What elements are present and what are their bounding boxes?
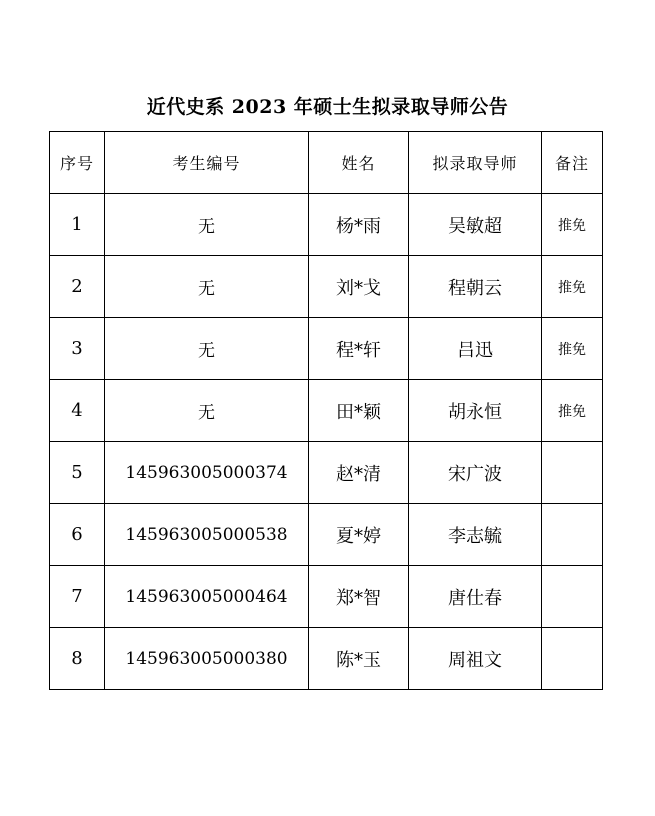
cell-name: 郑*智	[309, 566, 409, 628]
table-row	[50, 566, 603, 628]
cell-name: 赵*清	[309, 442, 409, 504]
cell-serial-number: 8	[50, 628, 105, 690]
cell-serial-number: 4	[50, 380, 105, 442]
cell-exam-id: 无	[105, 318, 309, 380]
page-title: 近代史系 2023 年硕士生拟录取导师公告	[146, 96, 509, 118]
cell-note	[542, 504, 603, 566]
cell-note: 推免	[542, 318, 603, 380]
table-row	[50, 628, 603, 690]
table-row	[50, 380, 603, 442]
admission-table	[49, 131, 603, 690]
table-row	[50, 442, 603, 504]
header-advisor: 拟录取导师	[409, 132, 542, 194]
table-row	[50, 194, 603, 256]
cell-name: 田*颖	[309, 380, 409, 442]
cell-name: 夏*婷	[309, 504, 409, 566]
cell-exam-id: 无	[105, 194, 309, 256]
cell-advisor: 唐仕春	[409, 566, 542, 628]
cell-advisor: 周祖文	[409, 628, 542, 690]
cell-note: 推免	[542, 380, 603, 442]
table-row	[50, 256, 603, 318]
cell-advisor: 程朝云	[409, 256, 542, 318]
cell-serial-number: 1	[50, 194, 105, 256]
cell-name: 程*轩	[309, 318, 409, 380]
header-name: 姓名	[309, 132, 409, 194]
cell-serial-number: 5	[50, 442, 105, 504]
cell-note	[542, 566, 603, 628]
cell-advisor: 胡永恒	[409, 380, 542, 442]
cell-name: 杨*雨	[309, 194, 409, 256]
cell-exam-id: 145963005000538	[105, 504, 309, 566]
cell-note	[542, 442, 603, 504]
cell-name: 刘*戈	[309, 256, 409, 318]
header-exam-id: 考生编号	[105, 132, 309, 194]
header-serial-number: 序号	[50, 132, 105, 194]
cell-exam-id: 145963005000464	[105, 566, 309, 628]
cell-exam-id: 无	[105, 380, 309, 442]
table-row	[50, 318, 603, 380]
cell-advisor: 吴敏超	[409, 194, 542, 256]
cell-note: 推免	[542, 256, 603, 318]
table-header-row	[50, 132, 603, 194]
cell-name: 陈*玉	[309, 628, 409, 690]
cell-exam-id: 无	[105, 256, 309, 318]
cell-note: 推免	[542, 194, 603, 256]
cell-note	[542, 628, 603, 690]
table-row	[50, 504, 603, 566]
cell-advisor: 李志毓	[409, 504, 542, 566]
cell-advisor: 宋广波	[409, 442, 542, 504]
cell-serial-number: 3	[50, 318, 105, 380]
header-note: 备注	[542, 132, 603, 194]
cell-advisor: 吕迅	[409, 318, 542, 380]
cell-serial-number: 2	[50, 256, 105, 318]
cell-serial-number: 7	[50, 566, 105, 628]
cell-exam-id: 145963005000380	[105, 628, 309, 690]
cell-exam-id: 145963005000374	[105, 442, 309, 504]
cell-serial-number: 6	[50, 504, 105, 566]
